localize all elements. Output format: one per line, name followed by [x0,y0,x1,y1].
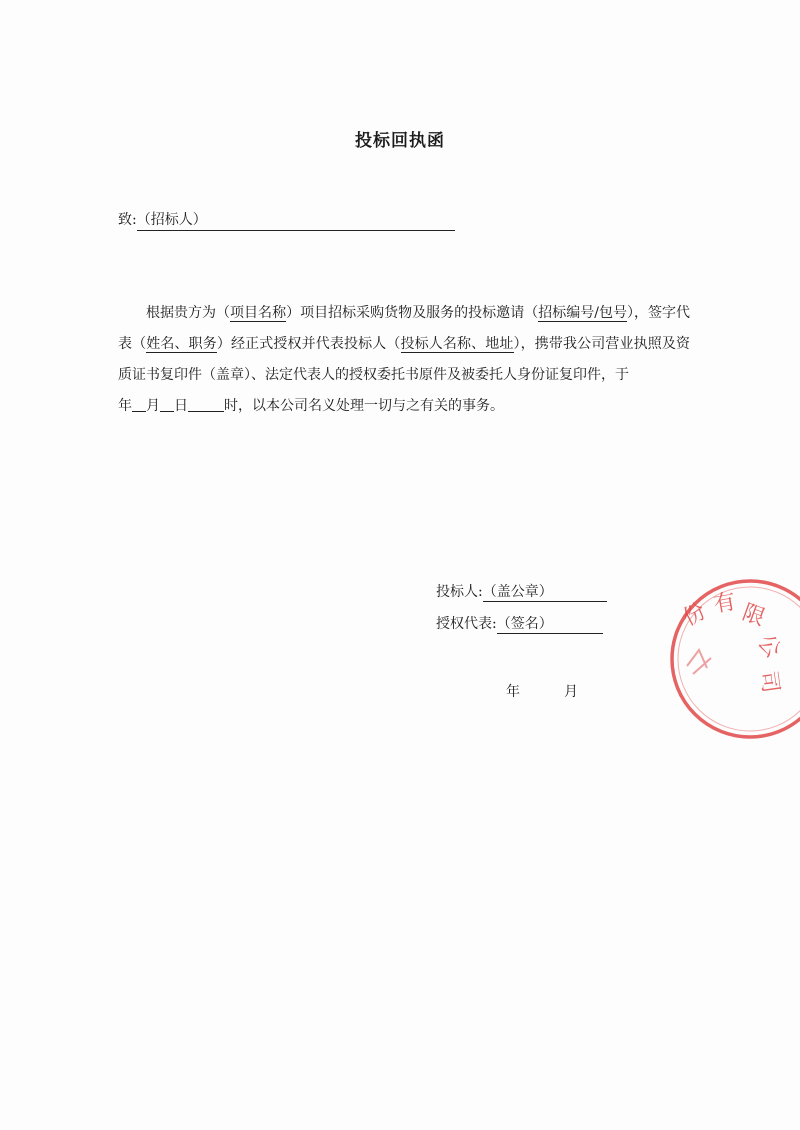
document-title: 投标回执函 [355,131,445,151]
addressee-value: （招标人） [136,212,207,228]
bidder-signature-line [436,581,607,602]
representative-signature-field [497,613,603,634]
body-text-segment: ）项目招标采购货物及服务的投标邀请（ [286,305,539,321]
body-paragraph [118,298,690,422]
addressee-field [137,209,455,231]
body-text [118,298,690,422]
seal-char-5: 司 [755,669,783,695]
bidder-label: 投标人: [436,584,483,600]
seal-char-2: 有 [711,589,738,618]
bidder-field: 投标人名称、地址 [400,336,514,352]
signature-year-label: 年 [506,684,520,700]
bidder-seal-value: （盖公章） [482,584,553,600]
body-text-segment: 根据贵方为（ [146,305,231,321]
seal-char-4: 公 [752,630,786,664]
seal-partial-mark [687,650,711,674]
hour-blank [188,397,224,412]
company-seal-stamp [655,574,800,744]
addressee-prefix: 致: [118,212,137,228]
seal-char-3: 限 [738,600,769,632]
representative-field: 姓名、职务 [146,336,217,352]
addressee-line [118,209,455,231]
body-text-segment: 时，以本公司名义处理一切与之有关的事务。 [224,398,504,414]
date-day-label: 日 [174,398,188,414]
month-blank [132,397,146,412]
body-text-segment: ），签字代表（ [118,305,691,352]
date-month-label: 月 [146,398,160,414]
representative-signature-line [436,613,603,634]
body-text-segment: ）经正式授权并代表投标人（ [216,336,401,352]
body-text-segment: ），携带我公司营业执照及资质证书复印件（盖章）、法定代表人的授权委托书原件及被委托人身份证复印件，于 [118,336,690,383]
representative-sign-value: （签名） [496,616,553,632]
signature-date [506,681,622,701]
representative-label: 授权代表: [436,616,497,632]
tender-number-field: 招标编号/包号 [538,305,627,321]
date-year-label: 年 [118,398,132,414]
seal-char-1: 份 [679,598,711,632]
project-name-field: 项目名称 [230,305,287,321]
bidder-signature-field [483,581,607,602]
day-blank [160,397,174,412]
signature-month-label: 月 [564,684,578,700]
